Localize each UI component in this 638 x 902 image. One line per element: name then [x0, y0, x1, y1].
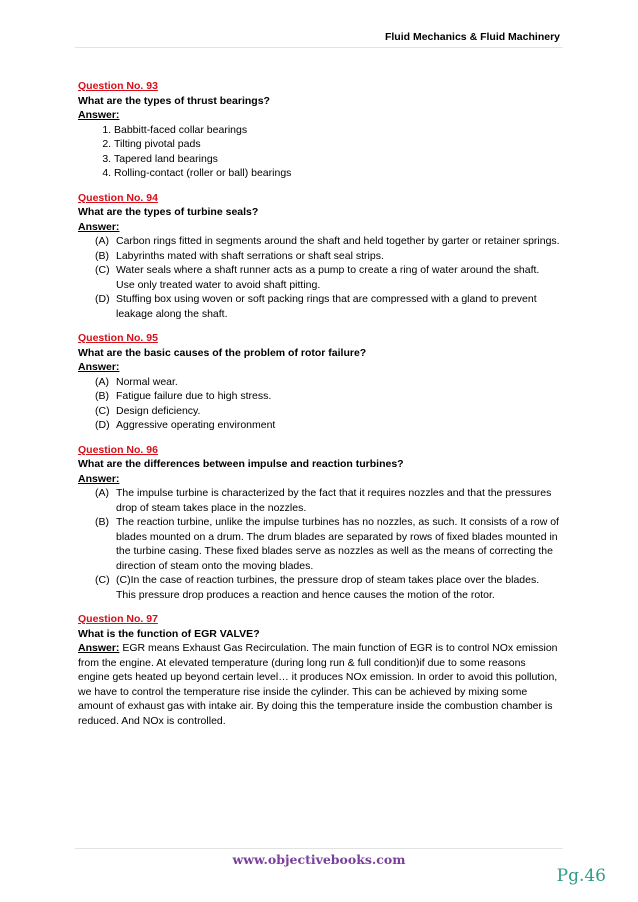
- question-number: Question No. 93: [78, 80, 158, 92]
- question-number: Question No. 94: [78, 191, 158, 204]
- list-marker: (D): [95, 419, 110, 431]
- list-marker: (B): [95, 516, 109, 528]
- list-item-text: Water seals where a shaft runner acts as a pump to create a ring of water around the shaft. Use only treated water to avoid shaft pitting.: [116, 264, 540, 291]
- answer-label: Answer:: [78, 109, 120, 121]
- list-item-text: The impulse turbine is characterized by the fact that it requires nozzles and that the pressures drop of steam takes place in the nozzles.: [116, 487, 552, 514]
- answer-list: [78, 486, 560, 602]
- question-text: What are the types of thrust bearings?: [78, 94, 270, 107]
- answer-label: Answer:: [78, 220, 120, 233]
- list-item: [78, 249, 560, 264]
- list-item-text: Carbon rings fitted in segments around the shaft and held together by garter or retainer springs.: [116, 235, 560, 247]
- list-item-text: Stuffing box using woven or soft packing rings that are compressed with a gland to prevent leakage along the shaft.: [116, 293, 537, 320]
- answer-label: Answer:: [78, 642, 120, 654]
- list-item-text: Normal wear.: [116, 375, 178, 388]
- page-number: Pg.46: [556, 866, 606, 886]
- list-item-text: Labyrinths mated with shaft serrations or shaft seal strips.: [116, 249, 384, 262]
- list-item: 2. Tilting pivotal pads: [114, 137, 560, 152]
- list-item: [78, 263, 560, 292]
- header-divider: [75, 47, 563, 48]
- answer-label: Answer:: [78, 472, 120, 485]
- list-item: [78, 389, 560, 404]
- question-block-96: [78, 443, 560, 603]
- question-block-94: [78, 191, 560, 322]
- question-number: Question No. 96: [78, 443, 158, 456]
- answer-label: Answer:: [78, 361, 120, 373]
- list-item: [78, 418, 560, 433]
- list-item: [78, 375, 560, 390]
- question-block-95: [78, 331, 560, 433]
- list-item: [78, 515, 560, 573]
- question-block-93: [78, 79, 560, 181]
- answer-text: EGR means Exhaust Gas Recirculation. The main function of EGR is to control NOx emission from the engine. At elevated temperature (during long run & full condition)if due to some reasons engine gets heated up beyond certain level… it produces NOx emission. In order to avoid this pollution, we have to control the temperature rise inside the cylinder. This can be achieved by mixing some amount of exhaust gas with intake air. By doing this the temperature inside the combustion chamber is reduced. And NOx is controlled.: [78, 642, 558, 727]
- list-item-text: Design deficiency.: [116, 404, 201, 417]
- list-marker: (C): [95, 264, 110, 276]
- question-text: What are the types of turbine seals?: [78, 206, 259, 218]
- list-item: 3. Tapered land bearings: [114, 152, 560, 167]
- list-marker: (A): [95, 375, 109, 388]
- list-item: [78, 573, 560, 602]
- list-item-text: (C)In the case of reaction turbines, the pressure drop of steam takes place over the blades. This pressure drop produces a reaction and hence causes the motion of the rotor.: [116, 574, 540, 601]
- answer-paragraph: [78, 641, 560, 728]
- list-marker: (C): [95, 574, 110, 586]
- question-text: What are the differences between impulse and reaction turbines?: [78, 458, 404, 470]
- footer-divider: [75, 848, 563, 849]
- answer-list: [78, 123, 560, 181]
- page-content: [78, 79, 560, 738]
- list-marker: (B): [95, 249, 109, 262]
- question-text: What are the basic causes of the problem of rotor failure?: [78, 346, 367, 359]
- question-text: What is the function of EGR VALVE?: [78, 627, 260, 640]
- list-item: 4. Rolling-contact (roller or ball) bearings: [114, 166, 560, 181]
- question-number: Question No. 97: [78, 613, 158, 625]
- list-item: 1. Babbitt-faced collar bearings: [114, 123, 560, 138]
- question-block-97: [78, 612, 560, 728]
- list-marker: (C): [95, 404, 110, 417]
- list-marker: (A): [95, 487, 109, 499]
- list-marker: (D): [95, 293, 110, 305]
- list-item-text: Aggressive operating environment: [116, 419, 276, 431]
- footer-website-link[interactable]: www.objectivebooks.com: [232, 852, 406, 867]
- list-item: [78, 292, 560, 321]
- list-item: [78, 234, 560, 249]
- list-marker: (B): [95, 390, 109, 402]
- list-item: [78, 404, 560, 419]
- list-item-text: Fatigue failure due to high stress.: [116, 390, 272, 402]
- list-item-text: The reaction turbine, unlike the impulse turbines has no nozzles, as such. It consists of a row of blades mounted on a drum. The drum blades are separated by rows of fixed blades mounted in the turbine casing. These fixed blades serve as nozzles as well as the means of correcting the direction of steam onto the moving blades.: [116, 516, 559, 572]
- list-marker: (A): [95, 235, 109, 247]
- list-item: [78, 486, 560, 515]
- answer-list: [78, 375, 560, 433]
- question-number: Question No. 95: [78, 332, 158, 344]
- header-title: Fluid Mechanics & Fluid Machinery: [384, 31, 560, 43]
- answer-list: [78, 234, 560, 321]
